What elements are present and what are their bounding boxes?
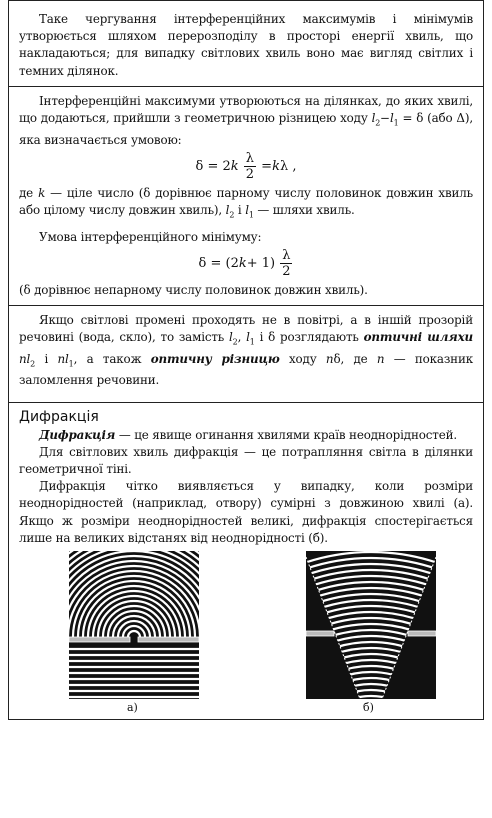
paragraph: Якщо світлові промені проходять не в повітрі, а в іншій прозорій речовині (вода, скло), то замість $l_2$, $l_1$ і δ розглядають оптичні шляхи $nl_2$ і $nl_1$, а також оптичну різницю ходу nδ, де n — показник заломлення речовини. (19, 312, 474, 388)
section-heading: Дифракція (19, 408, 99, 425)
diffraction-figures (19, 549, 473, 719)
caption-a: а) (127, 700, 138, 714)
paragraph: Умова інтерференційного мінімуму: (39, 229, 262, 244)
block-diffraction (9, 402, 483, 719)
paragraph: Для світлових хвиль дифракція — це потрапляння світла в ділянки геометричної тіні. (19, 444, 473, 476)
paragraph: (δ дорівнює непарному числу половинок довжин хвиль). (19, 282, 368, 297)
block-optical-path (9, 305, 483, 402)
formula-minimum: δ = (2 k + 1) $\frac{\lambda}{2}$ (198, 248, 291, 280)
paragraph: Інтерференційні максимуми утворюються на ділянках, до яких хвилі, що додаються, прийшли з геометричною різницею ходу $l_2-l_1 = \delta$ (або Δ), яка визначається умовою: (19, 93, 473, 147)
caption-b: б) (363, 700, 374, 714)
document-page (8, 0, 484, 720)
figure-small-aperture (69, 551, 199, 699)
paragraph: Таке чергування інтерференційних максимумів і мінімумів утворюється шляхом перерозподілу в просторі енергії хвиль, що накладаються; для випадку світлових хвиль воно має вигляд світлих і темних ділянок. (19, 12, 473, 78)
block-maximum-minimum (9, 86, 483, 305)
paragraph: де k — ціле число (δ дорівнює парному числу половинок довжин хвиль або цілому числу довжин хвиль), $l_2$ і $l_1$ — шляхи хвиль. (19, 185, 473, 220)
block-interference-pattern (9, 0, 483, 86)
paragraph: Дифракція чітко виявляється у випадку, коли розміри неоднорідностей (наприклад, отвору) сумірні з довжиною хвилі (а). Якщо ж розміри неоднорідностей великі, дифракція спостерігається лише на великих відстанях від неоднорідності (б). (19, 479, 473, 545)
figure-large-aperture (306, 551, 436, 699)
formula-maximum: δ = 2 k $\frac{\lambda}{2}$ = k λ , (195, 151, 297, 183)
paragraph: Дифракція — це явище огинання хвилями країв неоднорідностей. (39, 427, 457, 442)
